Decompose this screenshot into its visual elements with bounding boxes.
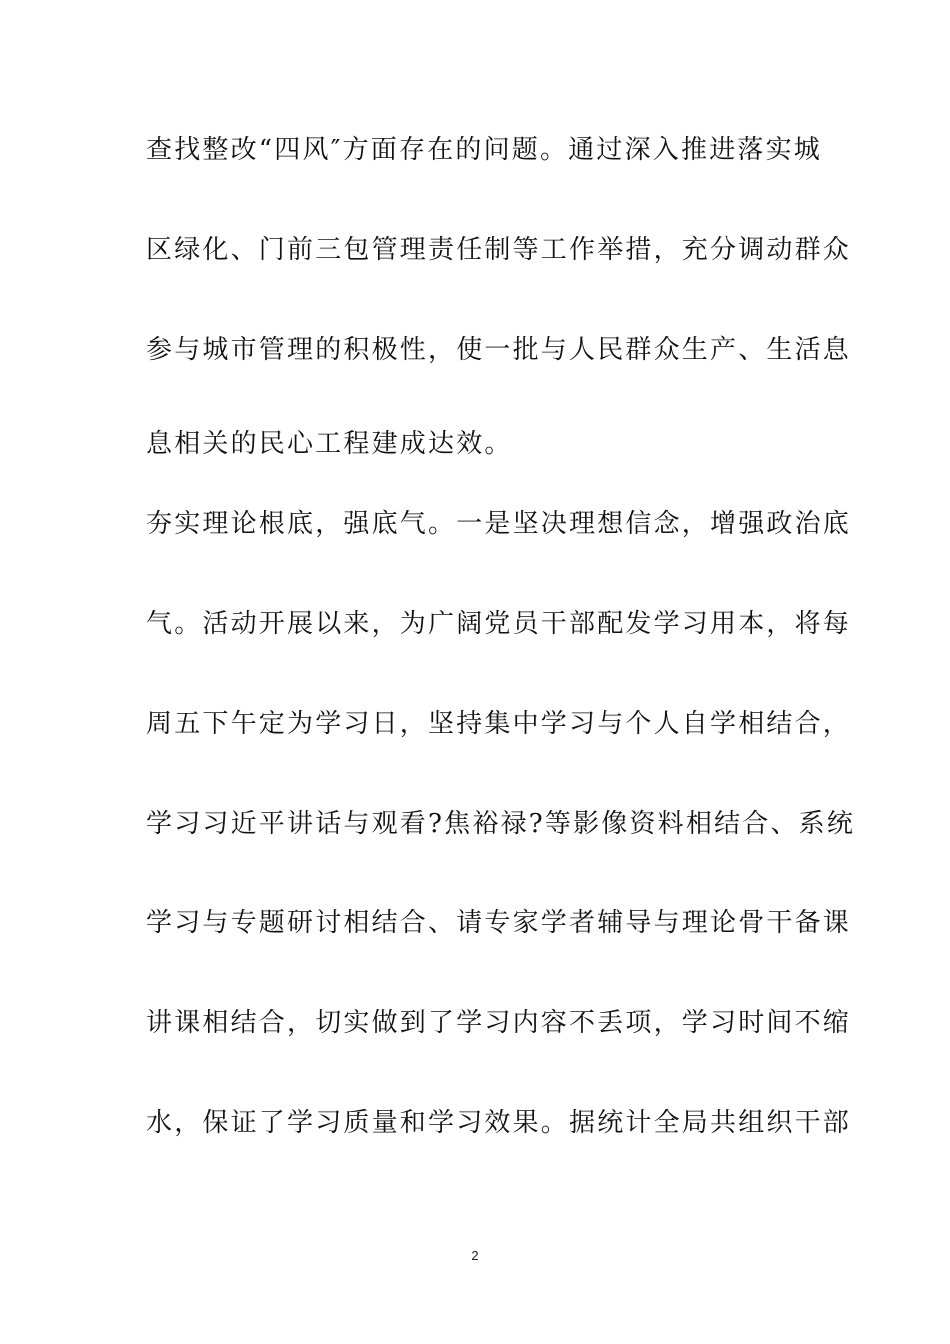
body-text-line: 参与城市管理的积极性，使一批与人民群众生产、生活息 — [146, 335, 852, 365]
body-text-line: 讲课相结合，切实做到了学习内容不丢项，学习时间不缩 — [146, 1008, 852, 1038]
body-text-line: 气。活动开展以来，为广阔党员干部配发学习用本，将每 — [146, 609, 852, 639]
body-text-line: 周五下午定为学习日，坚持集中学习与个人自学相结合， — [146, 709, 852, 739]
page-number: 2 — [471, 1248, 479, 1263]
body-text-line: 查找整改“四风″方面存在的问题。通过深入推进落实城 — [146, 135, 823, 165]
body-text-line: 夯实理论根底，强底气。一是坚决理想信念，增强政治底 — [146, 509, 852, 539]
body-text-line: 学习与专题研讨相结合、请专家学者辅导与理论骨干备课 — [146, 908, 852, 938]
body-text-line: 水，保证了学习质量和学习效果。据统计全局共组织干部 — [146, 1108, 852, 1138]
body-text-line: 息相关的民心工程建成达效。 — [146, 429, 513, 459]
body-text-line: 区绿化、门前三包管理责任制等工作举措，充分调动群众 — [146, 235, 852, 265]
body-text-line: 学习习近平讲话与观看?焦裕禄?等影像资料相结合、系统 — [146, 809, 856, 839]
